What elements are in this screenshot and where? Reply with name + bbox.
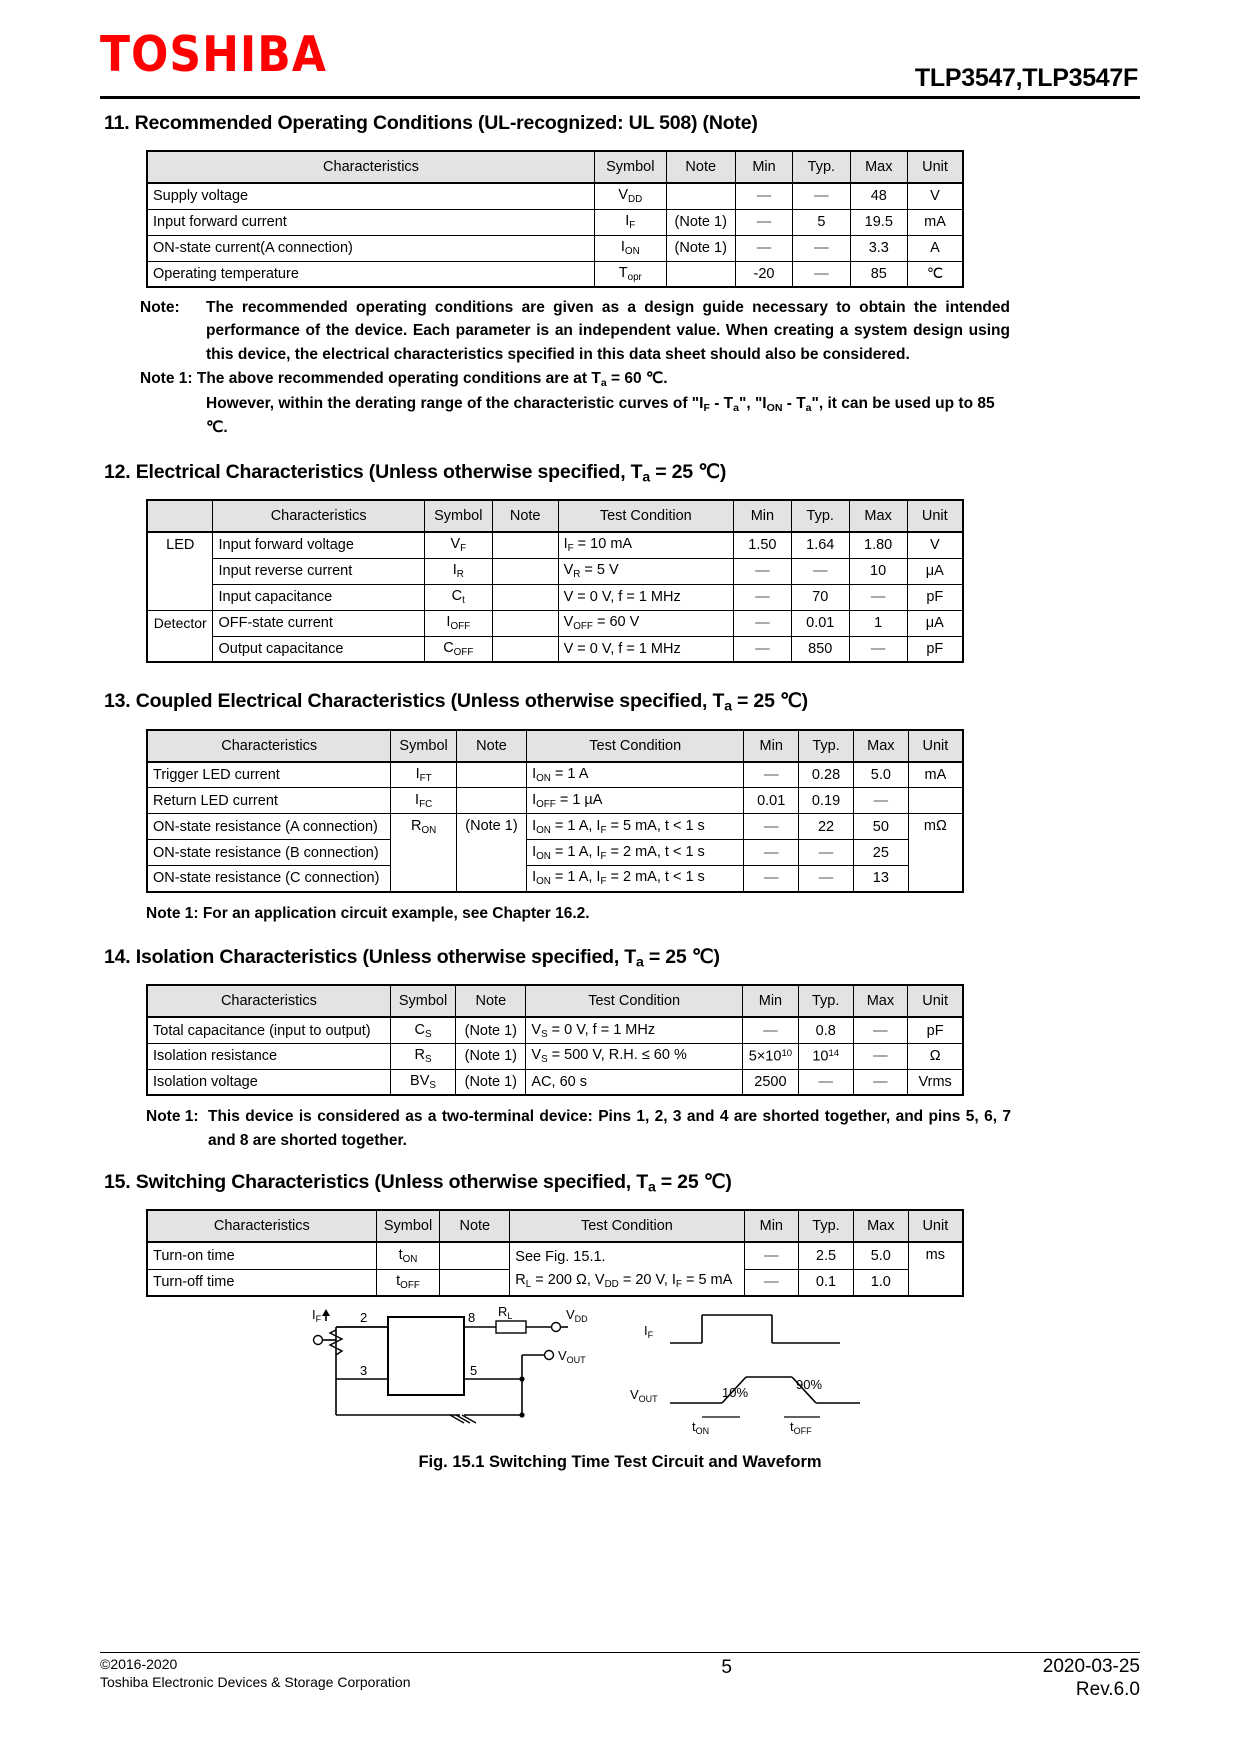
cell-characteristics: Turn-on time — [147, 1242, 376, 1269]
cell-characteristics: Trigger LED current — [147, 762, 391, 788]
cell-note — [456, 788, 526, 814]
toshiba-logo: TOSHIBA — [100, 26, 327, 84]
section-12 — [104, 460, 1240, 664]
circuit-label-pin3: 3 — [360, 1362, 368, 1378]
cell-typ: 1.64 — [791, 532, 849, 558]
table-row — [147, 636, 963, 662]
document-date: 2020-03-25 — [1042, 1655, 1140, 1677]
table-header-row — [147, 500, 963, 532]
cell-characteristics: Input forward current — [147, 209, 594, 235]
cell-typ: 5 — [793, 209, 850, 235]
circuit-label-rl: $R_L$ — [498, 1306, 513, 1321]
cell-note — [492, 584, 558, 610]
cell-min: — — [735, 235, 792, 261]
cell-unit: ms — [908, 1242, 963, 1296]
figure-caption: Fig. 15.1 Switching Time Test Circuit and Waveform — [418, 1452, 822, 1471]
cell-note — [440, 1269, 510, 1296]
cell-unit: V — [908, 183, 964, 209]
cell-unit: μA — [907, 558, 963, 584]
col-typ: Typ. — [798, 985, 853, 1017]
col-max: Max — [853, 985, 908, 1017]
cell-unit: mA — [908, 762, 963, 788]
circuit-label-vdd: $V_{DD}$ — [566, 1306, 588, 1324]
col-characteristics: Characteristics — [147, 730, 391, 762]
cell-max: — — [853, 788, 908, 814]
section-14-heading: 14. Isolation Characteristics (Unless otherwise specified, Ta = 25 ℃) — [104, 945, 720, 970]
col-min: Min — [733, 500, 791, 532]
cell-unit: ℃ — [908, 261, 964, 287]
col-min: Min — [735, 151, 792, 183]
section-11-notes — [140, 296, 1010, 440]
section-13 — [104, 689, 1240, 925]
section-13-note1: Note 1: For an application circuit example, see Chapter 16.2. — [146, 904, 590, 922]
revision: Rev.6.0 — [1075, 1679, 1140, 1701]
footer-left — [100, 1655, 411, 1693]
section-11 — [104, 112, 1240, 440]
cell-max: 1.0 — [853, 1269, 908, 1296]
cell-typ: — — [793, 235, 850, 261]
footer-right — [1043, 1655, 1140, 1703]
company-name: Toshiba Electronic Devices & Storage Corporation — [100, 1674, 411, 1691]
col-unit: Unit — [908, 730, 963, 762]
cell-characteristics: ON-state resistance (C connection) — [147, 866, 391, 892]
page-number: 5 — [721, 1656, 732, 1678]
cell-min: — — [742, 1017, 798, 1043]
cell-typ: — — [799, 866, 854, 892]
cell-max: 50 — [853, 814, 908, 840]
cell-unit — [908, 788, 963, 814]
cell-characteristics: Input reverse current — [213, 558, 424, 584]
cell-characteristics: Operating temperature — [147, 261, 594, 287]
col-characteristics: Characteristics — [147, 985, 390, 1017]
cell-typ: 850 — [791, 636, 849, 662]
col-max: Max — [853, 730, 908, 762]
table-row — [147, 209, 963, 235]
table-row — [147, 788, 963, 814]
note1-line2: However, within the derating range of the characteristic curves of "$I_F - T_a$", "$I_{ON} - T_a$", it can be used up to 85 ℃. — [206, 394, 995, 437]
circuit-label-vout: $V_{OUT}$ — [558, 1347, 586, 1365]
col-characteristics: Characteristics — [213, 500, 424, 532]
col-symbol: Symbol — [376, 1210, 440, 1242]
cell-unit: μA — [907, 610, 963, 636]
cell-note: (Note 1) — [456, 1017, 526, 1043]
cell-test-condition: $I_{OFF} = 1$ µA — [527, 788, 744, 814]
cell-characteristics: ON-state current(A connection) — [147, 235, 594, 261]
cell-typ: 70 — [791, 584, 849, 610]
col-unit: Unit — [908, 151, 964, 183]
cell-symbol: $I_{FC}$ — [391, 788, 457, 814]
cell-test-condition: $V_{OFF} = 60$ V — [558, 610, 733, 636]
cell-unit: pF — [907, 636, 963, 662]
col-max: Max — [853, 1210, 908, 1242]
copyright-text: ©2016-2020 — [100, 1655, 178, 1672]
waveform-label-if: $I_F$ — [644, 1322, 654, 1340]
cell-symbol: $V_F$ — [424, 532, 492, 558]
col-test-condition: Test Condition — [558, 500, 733, 532]
cell-note — [440, 1242, 510, 1269]
waveform-label-90pct: 90% — [796, 1376, 823, 1392]
cell-typ: 0.28 — [799, 762, 854, 788]
col-group — [147, 500, 213, 532]
col-note: Note — [456, 730, 526, 762]
cell-unit: Ω — [908, 1043, 963, 1069]
table-row — [147, 840, 963, 866]
circuit-label-if: $I_F$ — [312, 1306, 322, 1324]
cell-max: 5.0 — [853, 1242, 908, 1269]
table-header-row — [147, 151, 963, 183]
cell-group-led: LED — [147, 532, 213, 610]
cell-characteristics: Turn-off time — [147, 1269, 376, 1296]
coupled-electrical-characteristics-table — [146, 729, 964, 893]
col-min: Min — [744, 730, 799, 762]
section-13-heading: 13. Coupled Electrical Characteristics (Unless otherwise specified, Ta = 25 ℃) — [104, 690, 808, 714]
col-typ: Typ. — [799, 730, 854, 762]
circuit-label-pin8: 8 — [468, 1309, 476, 1325]
note1-line1: Note 1: The above recommended operating conditions are at $T_a = 60$ ℃. — [140, 369, 668, 389]
col-typ: Typ. — [793, 151, 850, 183]
cell-characteristics: ON-state resistance (A connection) — [147, 814, 391, 840]
col-test-condition: Test Condition — [510, 1210, 744, 1242]
cell-note: (Note 1) — [456, 814, 526, 892]
part-number-title: TLP3547,TLP3547F — [914, 64, 1138, 92]
cell-max: — — [853, 1069, 908, 1095]
cell-note — [666, 183, 735, 209]
cell-unit: mΩ — [908, 814, 963, 892]
cell-typ: 0.1 — [799, 1269, 854, 1296]
col-characteristics: Characteristics — [147, 1210, 376, 1242]
cell-min: 0.01 — [744, 788, 799, 814]
cell-note: (Note 1) — [666, 235, 735, 261]
cell-min: — — [744, 762, 799, 788]
circuit-label-pin2: 2 — [360, 1309, 368, 1325]
cell-max: 3.3 — [850, 235, 907, 261]
cell-symbol: $V_{DD}$ — [594, 183, 666, 209]
table-row — [147, 1069, 963, 1095]
waveform-label-vout: $V_{OUT}$ — [630, 1386, 658, 1404]
cell-typ: — — [793, 261, 850, 287]
col-symbol: Symbol — [594, 151, 666, 183]
cell-test-condition: V = 0 V, f = 1 MHz — [558, 636, 733, 662]
cell-typ: — — [798, 1069, 853, 1095]
cell-note — [666, 261, 735, 287]
cell-typ: — — [791, 558, 849, 584]
cell-note: (Note 1) — [456, 1069, 526, 1095]
cell-typ: 0.19 — [799, 788, 854, 814]
cell-characteristics: Isolation voltage — [147, 1069, 390, 1095]
cell-symbol: $R_S$ — [390, 1043, 456, 1069]
cell-typ: 2.5 — [799, 1242, 854, 1269]
cell-test-condition: See Fig. 15.1. $R_L = 200$ Ω, $V_{DD} = 20$ V, $I_F = 5$ mA — [510, 1242, 744, 1296]
cell-max: 5.0 — [853, 762, 908, 788]
section-11-heading: 11. Recommended Operating Conditions (UL-recognized: UL 508) (Note) — [104, 112, 758, 134]
col-min: Min — [742, 985, 798, 1017]
cell-symbol: $C_t$ — [424, 584, 492, 610]
cell-test-condition: $I_{ON} = 1$ A — [527, 762, 744, 788]
table-row — [147, 1043, 963, 1069]
cell-min: — — [744, 1242, 799, 1269]
note1-label: Note 1: — [146, 1108, 199, 1126]
table-row — [147, 762, 963, 788]
col-test-condition: Test Condition — [527, 730, 744, 762]
cell-symbol: $R_{ON}$ — [391, 814, 457, 892]
waveform-label-ton: $t_{ON}$ — [692, 1418, 710, 1436]
cell-symbol: $T_{opr}$ — [594, 261, 666, 287]
figure-15-1 — [0, 1307, 1240, 1447]
switching-characteristics-table — [146, 1209, 964, 1297]
cell-min: — — [733, 610, 791, 636]
cell-test-condition: $V_S = 500$ V, R.H. ≤ 60 % — [526, 1043, 743, 1069]
section-14 — [104, 945, 1240, 1152]
col-unit: Unit — [908, 1210, 963, 1242]
cell-typ: 22 — [799, 814, 854, 840]
note-text: The recommended operating conditions are given as a design guide necessary to obtain the intended performance of the device. Each parameter is an independent value. When creating a system design using this device, the electrical characteristics specified in this data sheet should also be considered. — [206, 299, 1010, 363]
cell-min: — — [744, 814, 799, 840]
note-label: Note: — [140, 299, 180, 316]
section-14-note1 — [146, 1105, 1011, 1152]
cell-typ: — — [793, 183, 850, 209]
cell-unit: pF — [908, 1017, 963, 1043]
note1-text: This device is considered as a two-terminal device: Pins 1, 2, 3 and 4 are shorted together, and pins 5, 6, 7 and 8 are shorted together. — [208, 1108, 1011, 1149]
cell-typ: 0.01 — [791, 610, 849, 636]
cell-symbol: $BV_S$ — [390, 1069, 456, 1095]
cell-test-condition: $I_{ON} = 1$ A, $I_F = 2$ mA, t < 1 s — [527, 840, 744, 866]
col-unit: Unit — [907, 500, 963, 532]
cell-characteristics: Output capacitance — [213, 636, 424, 662]
cell-note — [492, 558, 558, 584]
cell-characteristics: Input forward voltage — [213, 532, 424, 558]
table-row — [147, 235, 963, 261]
cell-note — [492, 610, 558, 636]
section-15 — [104, 1170, 1240, 1297]
col-test-condition: Test Condition — [526, 985, 743, 1017]
cell-test-condition: AC, 60 s — [526, 1069, 743, 1095]
cell-max: 48 — [850, 183, 907, 209]
cell-symbol: $I_{FT}$ — [391, 762, 457, 788]
cell-min: — — [735, 183, 792, 209]
col-symbol: Symbol — [390, 985, 456, 1017]
cell-unit: A — [908, 235, 964, 261]
table-row — [147, 814, 963, 840]
table-row — [147, 866, 963, 892]
cell-note: (Note 1) — [456, 1043, 526, 1069]
footer-divider — [100, 1652, 1140, 1653]
col-note: Note — [492, 500, 558, 532]
col-max: Max — [850, 151, 907, 183]
isolation-characteristics-table — [146, 984, 964, 1096]
cell-characteristics: Return LED current — [147, 788, 391, 814]
cell-min: — — [733, 558, 791, 584]
cell-group-detector: Detector — [147, 610, 213, 662]
cell-characteristics: ON-state resistance (B connection) — [147, 840, 391, 866]
cell-min: 1.50 — [733, 532, 791, 558]
cell-max: 19.5 — [850, 209, 907, 235]
cell-max: — — [853, 1043, 908, 1069]
cell-max: 13 — [853, 866, 908, 892]
cell-typ: 0.8 — [798, 1017, 853, 1043]
cell-max: 10 — [849, 558, 907, 584]
switching-time-test-circuit-diagram — [300, 1307, 940, 1447]
cell-note: (Note 1) — [666, 209, 735, 235]
table-header-row — [147, 985, 963, 1017]
cell-unit: Vrms — [908, 1069, 963, 1095]
col-note: Note — [440, 1210, 510, 1242]
cell-symbol: $C_{OFF}$ — [424, 636, 492, 662]
table-row — [147, 1017, 963, 1043]
col-min: Min — [744, 1210, 799, 1242]
cell-min: — — [744, 840, 799, 866]
cell-characteristics: Supply voltage — [147, 183, 594, 209]
cell-symbol: $C_S$ — [390, 1017, 456, 1043]
col-symbol: Symbol — [424, 500, 492, 532]
cell-note — [492, 532, 558, 558]
cell-max: 25 — [853, 840, 908, 866]
header-divider — [100, 96, 1140, 99]
col-note: Note — [666, 151, 735, 183]
cell-max: — — [853, 1017, 908, 1043]
cell-min: -20 — [735, 261, 792, 287]
cell-typ: $10^{14}$ — [798, 1043, 853, 1069]
col-max: Max — [849, 500, 907, 532]
cell-unit: mA — [908, 209, 964, 235]
cell-min: — — [744, 1269, 799, 1296]
cell-symbol: $I_F$ — [594, 209, 666, 235]
recommended-operating-conditions-table — [146, 150, 964, 288]
cell-test-condition: $I_{ON} = 1$ A, $I_F = 2$ mA, t < 1 s — [527, 866, 744, 892]
cell-test-condition: $I_F = 10$ mA — [558, 532, 733, 558]
cell-symbol: $I_{ON}$ — [594, 235, 666, 261]
col-typ: Typ. — [799, 1210, 854, 1242]
page-footer — [100, 1652, 1140, 1703]
cell-symbol: $I_R$ — [424, 558, 492, 584]
cell-unit: V — [907, 532, 963, 558]
table-header-row — [147, 1210, 963, 1242]
section-15-heading: 15. Switching Characteristics (Unless otherwise specified, Ta = 25 ℃) — [104, 1170, 732, 1195]
waveform-label-toff: $t_{OFF}$ — [790, 1418, 812, 1436]
cell-test-condition: $V_S = 0$ V, f = 1 MHz — [526, 1017, 743, 1043]
table-row — [147, 558, 963, 584]
col-typ: Typ. — [791, 500, 849, 532]
table-row — [147, 261, 963, 287]
table-row — [147, 584, 963, 610]
table-row — [147, 610, 963, 636]
cell-typ: — — [799, 840, 854, 866]
page-header — [0, 0, 1240, 92]
cell-note — [456, 762, 526, 788]
circuit-label-pin5: 5 — [470, 1362, 478, 1378]
cell-max: — — [849, 584, 907, 610]
cell-test-condition: $I_{ON} = 1$ A, $I_F = 5$ mA, t < 1 s — [527, 814, 744, 840]
cell-min: — — [733, 584, 791, 610]
col-note: Note — [456, 985, 526, 1017]
cell-characteristics: OFF-state current — [213, 610, 424, 636]
cell-min: 2500 — [742, 1069, 798, 1095]
col-characteristics: Characteristics — [147, 151, 594, 183]
electrical-characteristics-table — [146, 499, 964, 663]
waveform-label-10pct: 10% — [722, 1384, 749, 1400]
cell-symbol: $t_{OFF}$ — [376, 1269, 440, 1296]
cell-min: — — [735, 209, 792, 235]
cell-characteristics: Input capacitance — [213, 584, 424, 610]
cell-unit: pF — [907, 584, 963, 610]
col-unit: Unit — [908, 985, 963, 1017]
cell-max: — — [849, 636, 907, 662]
table-row — [147, 183, 963, 209]
cell-symbol: $t_{ON}$ — [376, 1242, 440, 1269]
cell-test-condition: V = 0 V, f = 1 MHz — [558, 584, 733, 610]
cell-min: — — [744, 866, 799, 892]
cell-max: 85 — [850, 261, 907, 287]
cell-max: 1.80 — [849, 532, 907, 558]
note-paragraph — [140, 296, 1010, 366]
cell-test-condition: $V_R = 5$ V — [558, 558, 733, 584]
section-12-heading: 12. Electrical Characteristics (Unless otherwise specified, Ta = 25 ℃) — [104, 460, 727, 484]
table-row — [147, 532, 963, 558]
cell-symbol: $I_{OFF}$ — [424, 610, 492, 636]
cell-min: $5\times 10^{10}$ — [742, 1043, 798, 1069]
table-row — [147, 1242, 963, 1269]
cell-max: 1 — [849, 610, 907, 636]
cell-characteristics: Total capacitance (input to output) — [147, 1017, 390, 1043]
col-symbol: Symbol — [391, 730, 457, 762]
cell-note — [492, 636, 558, 662]
table-header-row — [147, 730, 963, 762]
cell-characteristics: Isolation resistance — [147, 1043, 390, 1069]
cell-min: — — [733, 636, 791, 662]
